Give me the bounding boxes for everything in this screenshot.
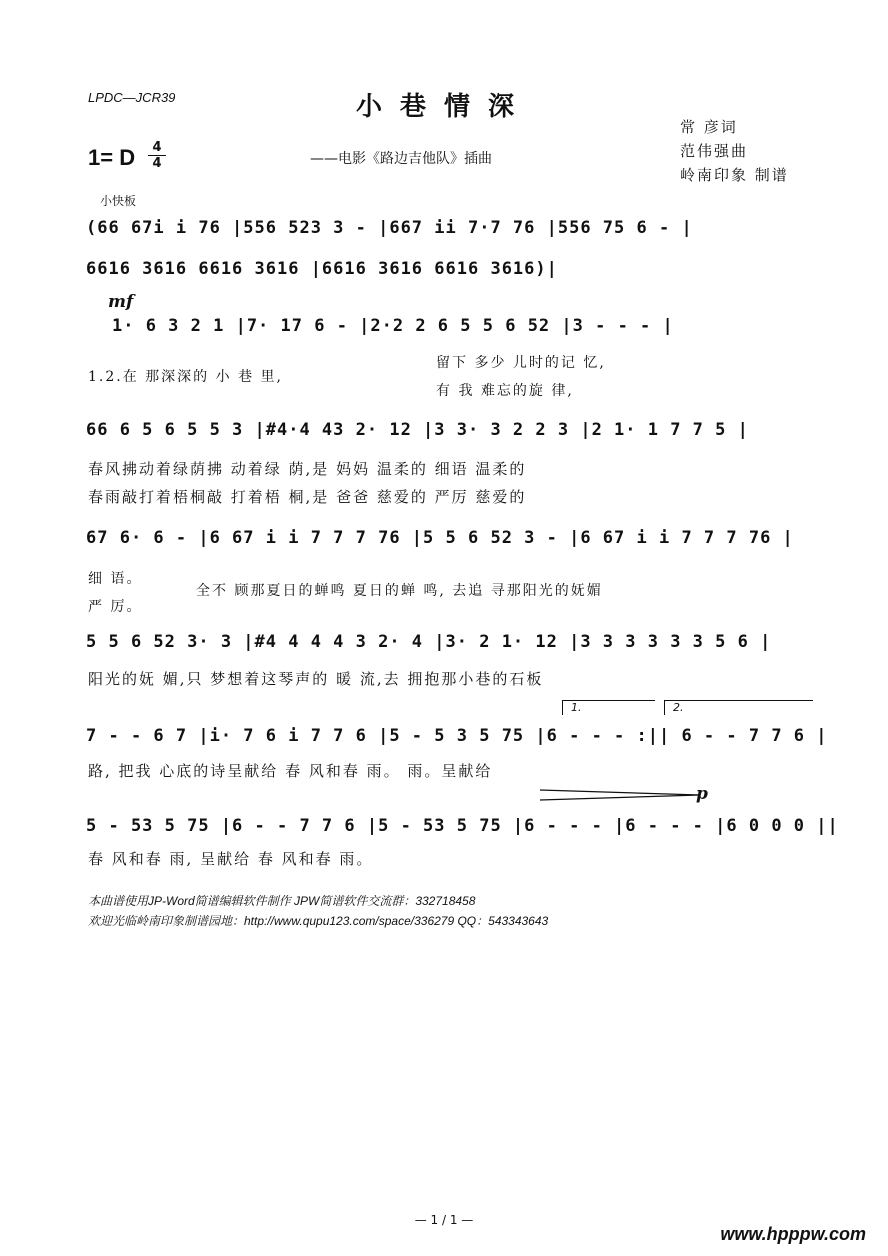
key-signature: 1= D xyxy=(88,145,136,170)
lyric-line-6: 春 风和春 雨, 呈献给 春 风和春 雨。 xyxy=(88,850,374,868)
dynamic-mf: mf xyxy=(108,292,134,312)
lyric-line-1-verse2: 有 我 难忘的旋 律, xyxy=(436,383,574,399)
score-line-8: 5 - 53 5 75 |6 - - 7 7 6 |5 - 53 5 75 |6 - - - |6 - - - |6 0 0 0 || xyxy=(86,816,839,836)
site-watermark: www.hpppw.com xyxy=(720,1224,866,1244)
dynamic-p: p xyxy=(696,784,708,804)
score-line-1: (66 67i i 76 |556 523 3 - |667 ii 7·7 76 |556 75 6 - | xyxy=(86,218,693,238)
footer-software-note: 本曲谱使用JP-Word简谱编辑软件制作 JPW简谱软件交流群：332718458 xyxy=(88,894,476,908)
song-title: 小巷情深 xyxy=(355,92,532,122)
arranger: 岭南印象 制谱 xyxy=(680,166,789,184)
subtitle: ——电影《路边吉他队》插曲 xyxy=(310,151,492,167)
lyric-line-4: 阳光的妩 媚,只 梦想着这琴声的 暖 流,去 拥抱那小巷的石板 xyxy=(88,670,544,688)
lyric-line-2-verse1: 春风拂动着绿荫拂 动着绿 荫,是 妈妈 温柔的 细语 温柔的 xyxy=(88,460,527,478)
composer: 范伟强曲 xyxy=(680,142,749,160)
score-code: LPDC—JCR39 xyxy=(88,90,176,105)
page-number: — 1 / 1 — xyxy=(414,1213,474,1227)
volta-first-ending: 1. xyxy=(562,700,655,715)
tempo-marking: 小快板 xyxy=(100,194,137,208)
lyric-line-3-verse1: 细 语。 xyxy=(88,571,143,587)
score-line-5: 67 6· 6 - |6 67 i i 7 7 7 76 |5 5 6 52 3 - |6 67 i i 7 7 7 76 | xyxy=(86,528,794,548)
lyric-line-2-verse2: 春雨敲打着梧桐敲 打着梧 桐,是 爸爸 慈爱的 严厉 慈爱的 xyxy=(88,488,527,506)
lyric-line-1: 1.2.在 那深深的 小 巷 里, xyxy=(88,369,283,385)
lyric-line-3-verse2: 严 厉。 xyxy=(88,599,143,615)
score-line-3: 1· 6 3 2 1 |7· 17 6 - |2·2 2 6 5 5 6 52 |3 - - - | xyxy=(112,316,674,336)
lyric-line-5: 路, 把我 心底的诗呈献给 春 风和春 雨。 雨。呈献给 xyxy=(88,762,493,780)
lyric-line-1-verse1: 留下 多少 儿时的记 忆, xyxy=(436,355,606,371)
volta-second-ending: 2. xyxy=(664,700,813,715)
score-line-7: 7 - - 6 7 |i· 7 6 i 7 7 6 |5 - 5 3 5 75 |6 - - - :|| 6 - - 7 7 6 | xyxy=(86,726,828,746)
score-line-4: 66 6 5 6 5 5 3 |#4·4 43 2· 12 |3 3· 3 2 2 3 |2 1· 1 7 7 5 | xyxy=(86,420,749,440)
time-signature: 4 4 xyxy=(148,140,166,171)
diminuendo-hairpin xyxy=(540,784,710,808)
footer-website-note: 欢迎光临岭南印象制谱园地：http://www.qupu123.com/space/336279 QQ：543343643 xyxy=(88,914,549,928)
score-line-2: 6616 3616 6616 3616 |6616 3616 6616 3616)| xyxy=(86,259,558,279)
lyric-line-3-chorus: 全不 顾那夏日的蝉鸣 夏日的蝉 鸣, 去追 寻那阳光的妩媚 xyxy=(196,583,603,599)
score-line-6: 5 5 6 52 3· 3 |#4 4 4 4 3 2· 4 |3· 2 1· 12 |3 3 3 3 3 3 5 6 | xyxy=(86,632,772,652)
lyricist: 常 彦词 xyxy=(680,118,738,136)
